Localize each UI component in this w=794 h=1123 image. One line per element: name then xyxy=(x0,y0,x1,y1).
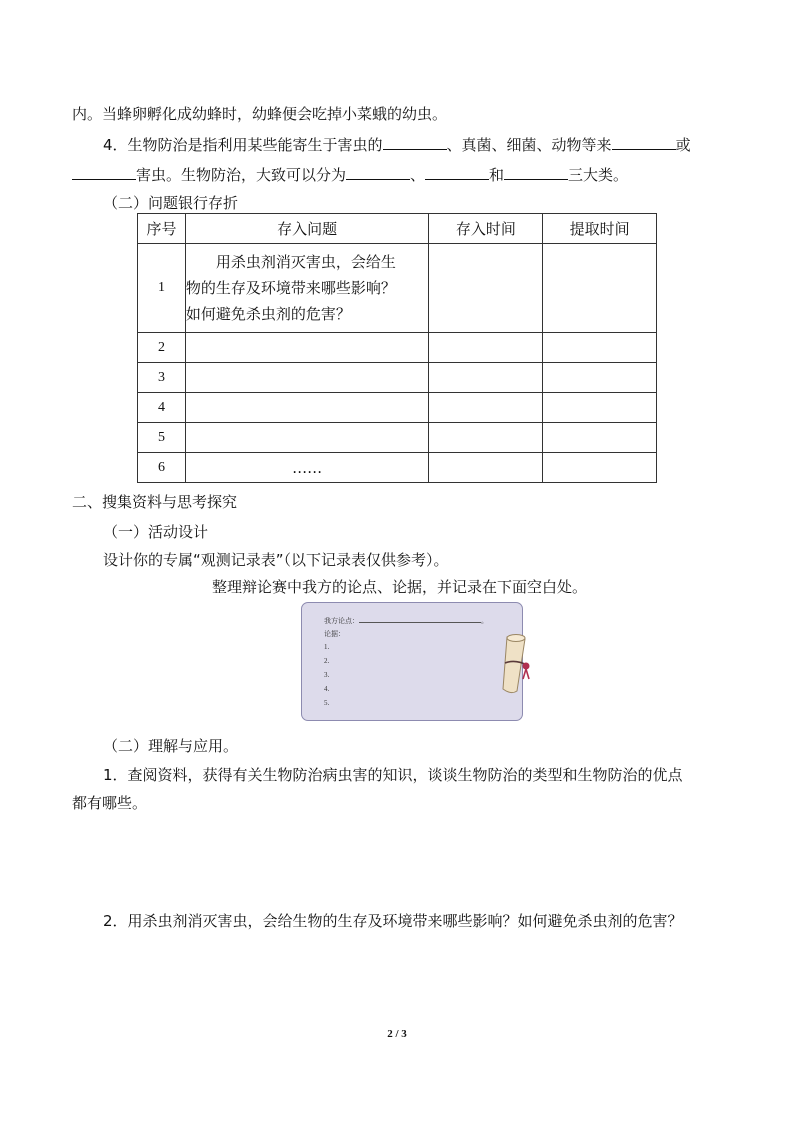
item-4-text-c: 或 xyxy=(675,136,691,154)
row-num: 3 xyxy=(138,363,186,393)
col-header-num: 序号 xyxy=(138,214,186,244)
debate-instruction: 整理辩论赛中我方的论点、论据，并记录在下面空白处。 xyxy=(212,578,588,596)
row-deposit-time[interactable] xyxy=(429,333,543,363)
evidence-label: 论据： xyxy=(324,630,345,638)
item-4-line-2 xyxy=(72,163,628,186)
row-deposit-time[interactable] xyxy=(429,423,543,453)
evidence-item: 5. xyxy=(324,699,330,707)
row-num: 2 xyxy=(138,333,186,363)
item-4-text-b: 、真菌、细菌、动物等来 xyxy=(446,136,612,154)
question-bank-table xyxy=(137,213,657,483)
fill-blank[interactable] xyxy=(383,133,447,150)
row-num: 1 xyxy=(138,244,186,333)
row-withdraw-time[interactable] xyxy=(543,393,657,423)
fill-blank[interactable] xyxy=(504,163,568,180)
evidence-item: 1. xyxy=(324,643,330,651)
row-withdraw-time[interactable] xyxy=(543,423,657,453)
row-withdraw-time[interactable] xyxy=(543,363,657,393)
item-4-text-g: 三大类。 xyxy=(568,166,629,184)
evidence-item: 2. xyxy=(324,657,330,665)
question-2: 2．用杀虫剂消灭害虫，会给生物的生存及环境带来哪些影响？如何避免杀虫剂的危害？ xyxy=(103,912,683,930)
table-row xyxy=(138,244,657,333)
item-4-text-f: 和 xyxy=(489,166,505,184)
col-header-deposit-time: 存入时间 xyxy=(429,214,543,244)
col-header-question: 存入问题 xyxy=(185,214,429,244)
question-line: 如何避免杀虫剂的危害？ xyxy=(185,305,351,323)
evidence-item: 4. xyxy=(324,685,330,693)
fill-blank[interactable] xyxy=(72,163,136,180)
row-num: 5 xyxy=(138,423,186,453)
question-bank-heading: （二）问题银行存折 xyxy=(103,194,239,212)
viewpoint-end: 。 xyxy=(481,617,488,625)
viewpoint-label: 我方论点： xyxy=(324,617,359,625)
row-withdraw-time[interactable] xyxy=(543,244,657,333)
fill-blank[interactable] xyxy=(425,163,489,180)
debate-record-card xyxy=(301,602,523,721)
item-4-text-e: 、 xyxy=(410,166,426,184)
row-deposit-time[interactable] xyxy=(429,453,543,483)
row-withdraw-time[interactable] xyxy=(543,453,657,483)
row-deposit-time[interactable] xyxy=(429,244,543,333)
table-row xyxy=(138,393,657,423)
col-header-withdraw-time: 提取时间 xyxy=(543,214,657,244)
page-number: 2 / 3 xyxy=(387,1028,407,1040)
row-question[interactable] xyxy=(185,393,429,423)
scroll-icon xyxy=(495,633,535,695)
viewpoint-row xyxy=(324,615,488,626)
fill-blank[interactable] xyxy=(612,133,676,150)
row-deposit-time[interactable] xyxy=(429,393,543,423)
row-question[interactable] xyxy=(185,423,429,453)
table-row xyxy=(138,423,657,453)
table-row xyxy=(138,333,657,363)
section-2-heading: 二、搜集资料与思考探究 xyxy=(72,493,238,511)
understanding-application-heading: （二）理解与应用。 xyxy=(103,737,239,755)
table-row xyxy=(138,453,657,483)
row-num: 6 xyxy=(138,453,186,483)
fill-blank[interactable] xyxy=(346,163,410,180)
row-question[interactable] xyxy=(185,363,429,393)
row-question[interactable]: …… xyxy=(185,453,429,483)
question-line: 用杀虫剂消灭害虫，会给生 xyxy=(215,253,396,271)
row-withdraw-time[interactable] xyxy=(543,333,657,363)
item-4-text-d: 害虫。生物防治，大致可以分为 xyxy=(136,166,347,184)
table-row xyxy=(138,363,657,393)
row-deposit-time[interactable] xyxy=(429,363,543,393)
paragraph-continuation: 内。当蜂卵孵化成幼蜂时，幼蜂便会吃掉小菜蛾的幼虫。 xyxy=(72,105,448,123)
activity-design-heading: （一）活动设计 xyxy=(103,523,209,541)
row-num: 4 xyxy=(138,393,186,423)
item-4-line-1 xyxy=(103,133,691,156)
row-question[interactable] xyxy=(185,244,429,333)
question-1-line-2: 都有哪些。 xyxy=(72,794,148,812)
table-header-row xyxy=(138,214,657,244)
question-1-line-1: 1．查阅资料，获得有关生物防治病虫害的知识，谈谈生物防治的类型和生物防治的优点 xyxy=(103,766,683,784)
design-instruction: 设计你的专属“观测记录表”（以下记录表仅供参考）。 xyxy=(103,551,449,569)
item-4-text-a: 4．生物防治是指利用某些能寄生于害虫的 xyxy=(103,136,383,154)
question-line: 物的生存及环境带来哪些影响？ xyxy=(185,279,396,297)
viewpoint-blank[interactable] xyxy=(359,615,481,623)
row-question[interactable] xyxy=(185,333,429,363)
evidence-item: 3. xyxy=(324,671,330,679)
